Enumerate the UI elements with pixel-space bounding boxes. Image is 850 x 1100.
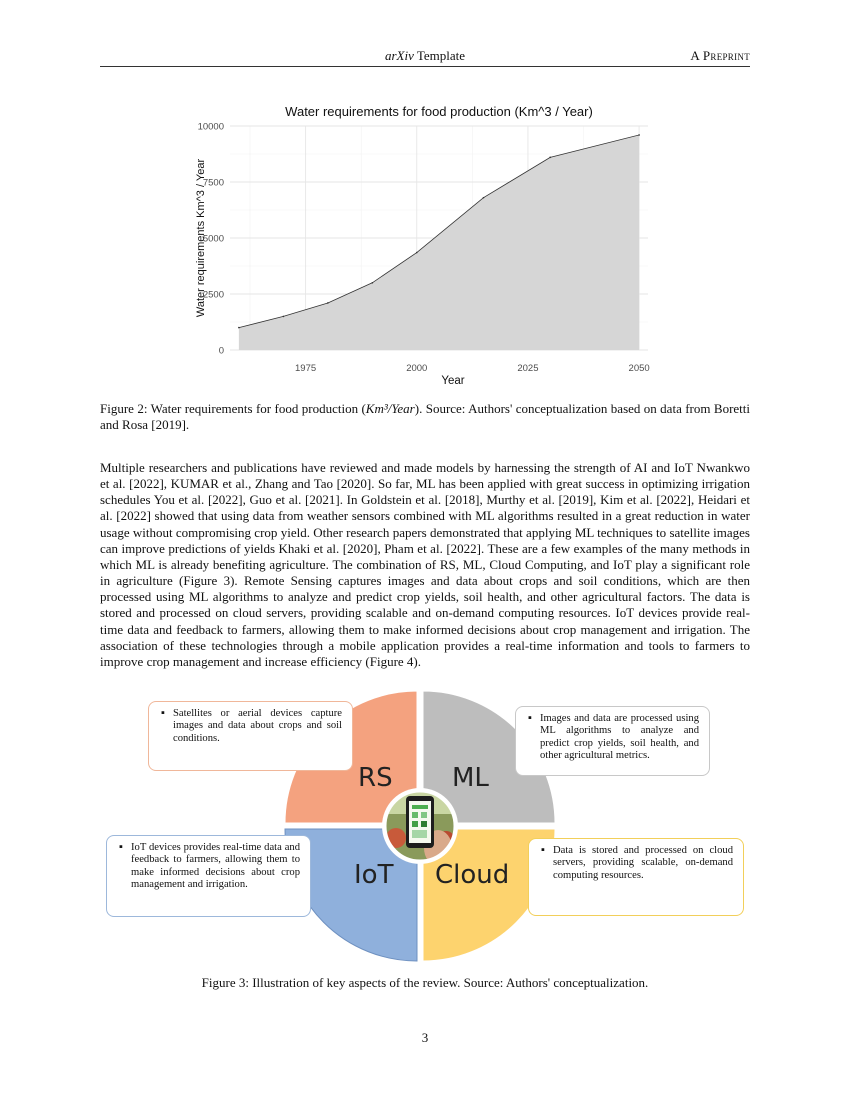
data-point xyxy=(371,282,373,284)
x-tick-label: 2025 xyxy=(517,363,539,374)
header-label: A Preprint xyxy=(690,48,750,63)
page-number: 3 xyxy=(421,1030,429,1045)
rs-label: RS xyxy=(358,763,393,793)
running-header xyxy=(100,46,750,67)
cloud-label: Cloud xyxy=(435,860,510,890)
iot-callout-text: ▪ IoT devices provides real-time data and feedback to farmers, allowing them to make informed decisions about crop management and irrigation. xyxy=(119,842,300,892)
chart-title: Water requirements for food production (Km^3 / Year) xyxy=(285,104,593,119)
rs-callout xyxy=(148,701,353,771)
figure3-illustration xyxy=(100,688,750,963)
figure2-caption-prefix: Figure 2: Water requirements for food production ( xyxy=(100,401,366,416)
x-tick-label: 2050 xyxy=(628,363,650,374)
cloud-callout-text: ▪ Data is stored and processed on cloud servers, providing scalable, on-demand computing resources. xyxy=(541,845,733,882)
ml-callout-text: ▪ Images and data are processed using ML algorithms to analyze and predict crop yields, soil health, and other agricultural metrics. xyxy=(528,713,699,763)
y-tick-label: 0 xyxy=(218,345,224,357)
data-point xyxy=(416,252,418,254)
iot-callout xyxy=(106,835,311,917)
y-tick-label: 5000 xyxy=(202,233,224,245)
water-requirements-chart xyxy=(190,98,660,392)
body-paragraph: Multiple researchers and publications have reviewed and made models by harnessing the strength of AI and IoT Nwankwo et al. [2022], KUMAR et al., Zhang and Tao [2020]. So far, ML has been applied with great success in optimizing irrigation schedules You et al. [2022], Guo et al. [2021]. In Goldstein et al. [2018], Murthy et al. [2019], Kim et al. [2022], Heidari et al. [2022] showed that using data from weather sensors combined with ML algorithms resulted in a great reduction in water usage without compromising crop yield. Other research papers demonstrated that applying ML techniques to satellite images can improve predictions of yields Khaki et al. [2020], Pham et al. [2022]. These are a few examples of the many methods in which ML is already benefiting agriculture. The combination of RS, ML, Cloud Computing, and IoT play a significant role in agriculture (Figure 3). Remote Sensing captures images and data about crops and soil conditions, which are then processed using ML algorithms to analyze and predict crop yields, soil health, and other agricultural factors. The data is stored and processed on cloud servers, providing scalable and on-demand computing resources. IoT devices provide real-time data and feedback to farmers, allowing them to make informed decisions about crop management and irrigation. The association of these technologies through a mobile application provides a real-time information and tools to farmers to improve crop management and increase efficiency (Figure 4). xyxy=(100,460,750,669)
iot-label: IoT xyxy=(354,860,394,890)
data-point xyxy=(483,197,485,199)
y-axis-label: Water requirements Km^3 / Year xyxy=(195,158,207,318)
figure2-caption xyxy=(100,401,750,433)
y-tick-label: 2500 xyxy=(202,289,224,301)
y-tick-label: 10000 xyxy=(197,121,224,133)
x-axis-label: Year xyxy=(441,375,465,387)
figure2-caption-suffix: ). Source: Authors' conceptualization based on data from Boretti and Rosa [2019]. xyxy=(100,401,751,432)
x-tick-label: 1975 xyxy=(295,363,317,374)
data-point xyxy=(549,157,551,159)
header-title xyxy=(100,48,750,64)
ml-callout xyxy=(515,706,710,776)
header-template: Template xyxy=(416,48,466,63)
y-tick-label: 7500 xyxy=(202,177,224,189)
data-point xyxy=(638,134,640,136)
data-point xyxy=(327,302,329,304)
figure3-caption: Figure 3: Illustration of key aspects of the review. Source: Authors' conceptualization. xyxy=(201,975,649,990)
cloud-callout xyxy=(528,838,744,916)
header-venue: arXiv xyxy=(384,48,414,63)
rs-callout-text: ▪ Satellites or aerial devices capture images and data about crops and soil conditions. xyxy=(161,708,342,745)
data-point xyxy=(283,316,285,318)
data-point xyxy=(238,327,240,329)
ml-label: ML xyxy=(452,763,489,793)
x-tick-label: 2000 xyxy=(406,363,428,374)
figure2-caption-math: Km³/Year xyxy=(365,401,415,416)
